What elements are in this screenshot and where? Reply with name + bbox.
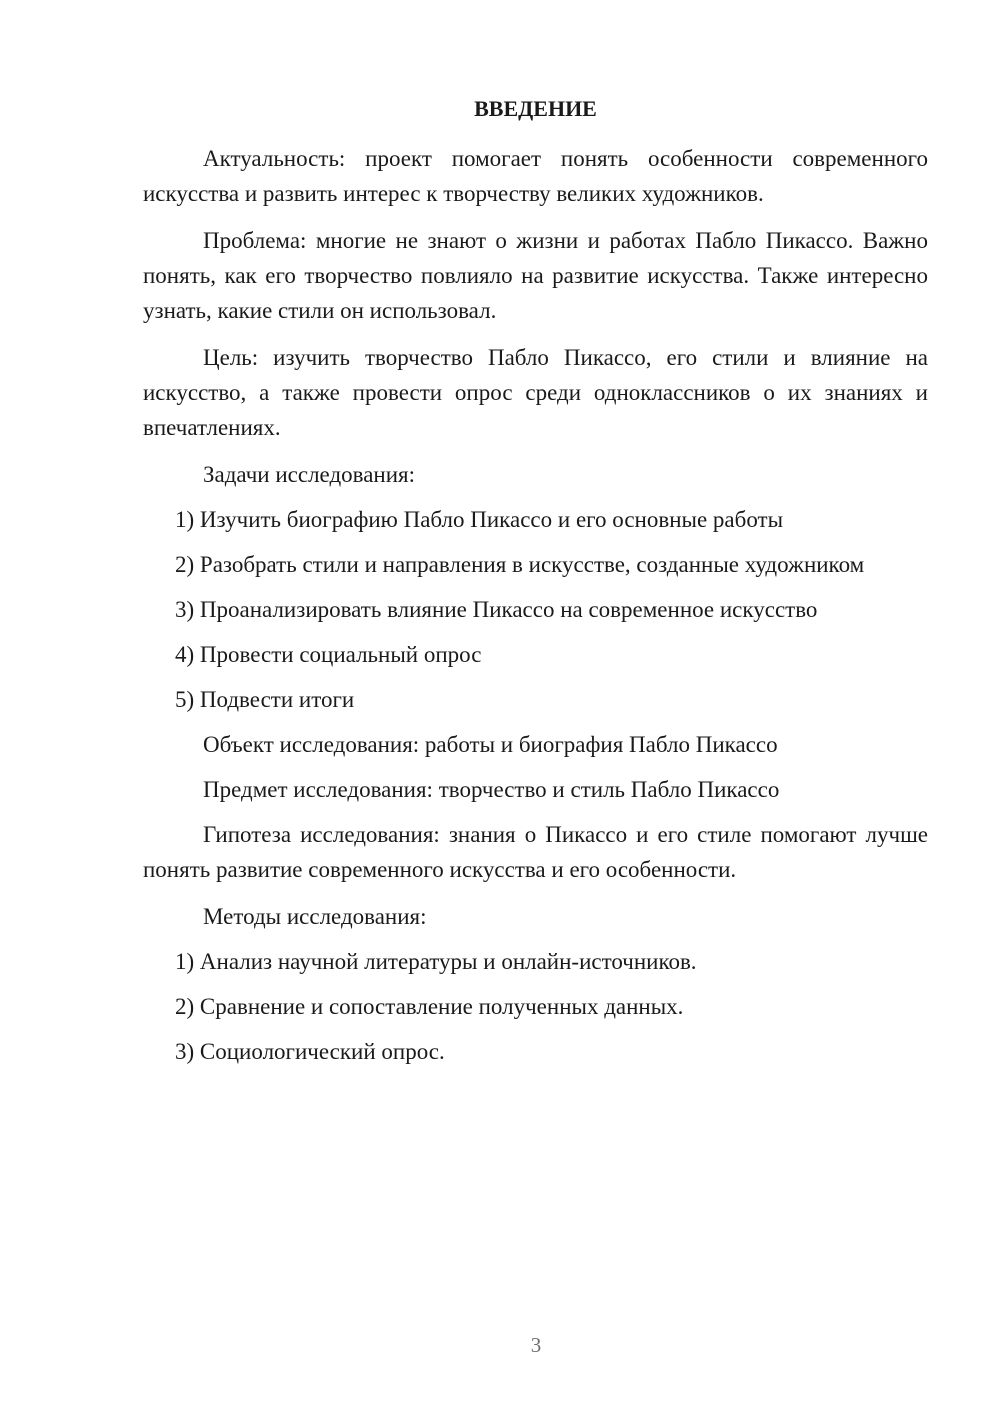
task-item: 1) Изучить биографию Пабло Пикассо и его основные работы [175,507,784,532]
page-number: 3 [530,1333,542,1357]
method-item: 2) Сравнение и сопоставление полученных данных. [175,994,684,1019]
method-item: 1) Анализ научной литературы и онлайн-источников. [175,949,697,974]
methods-heading: Методы исследования: [203,904,427,929]
task-item: 4) Провести социальный опрос [175,642,482,667]
research-subject: Предмет исследования: творчество и стиль Пабло Пикассо [203,777,780,802]
task-item: 3) Проанализировать влияние Пикассо на современное искусство [175,597,818,622]
page-content [143,94,928,1079]
task-item: 2) Разобрать стили и направления в искусстве, созданные художником [175,552,865,577]
method-item: 3) Социологический опрос. [175,1039,445,1064]
task-item: 5) Подвести итоги [175,687,355,712]
research-object: Объект исследования: работы и биография Пабло Пикассо [203,732,778,757]
tasks-heading: Задачи исследования: [203,462,416,487]
hypothesis-paragraph: Гипотеза исследования: знания о Пикассо и его стиле помогают лучше понять развитие современного искусства и его особенности. [143,822,928,882]
goal-paragraph: Цель: изучить творчество Пабло Пикассо, его стили и влияние на искусство, а также провести опрос среди одноклассников о их знаниях и впечатлениях. [143,345,928,440]
section-title: ВВЕДЕНИЕ [474,96,597,121]
problem-paragraph: Проблема: многие не знают о жизни и работах Пабло Пикассо. Важно понять, как его творчество повлияло на развитие искусства. Также интересно узнать, какие стили он использовал. [143,228,928,323]
relevance-paragraph: Актуальность: проект помогает понять особенности современного искусства и развить интерес к творчеству великих художников. [143,146,928,206]
